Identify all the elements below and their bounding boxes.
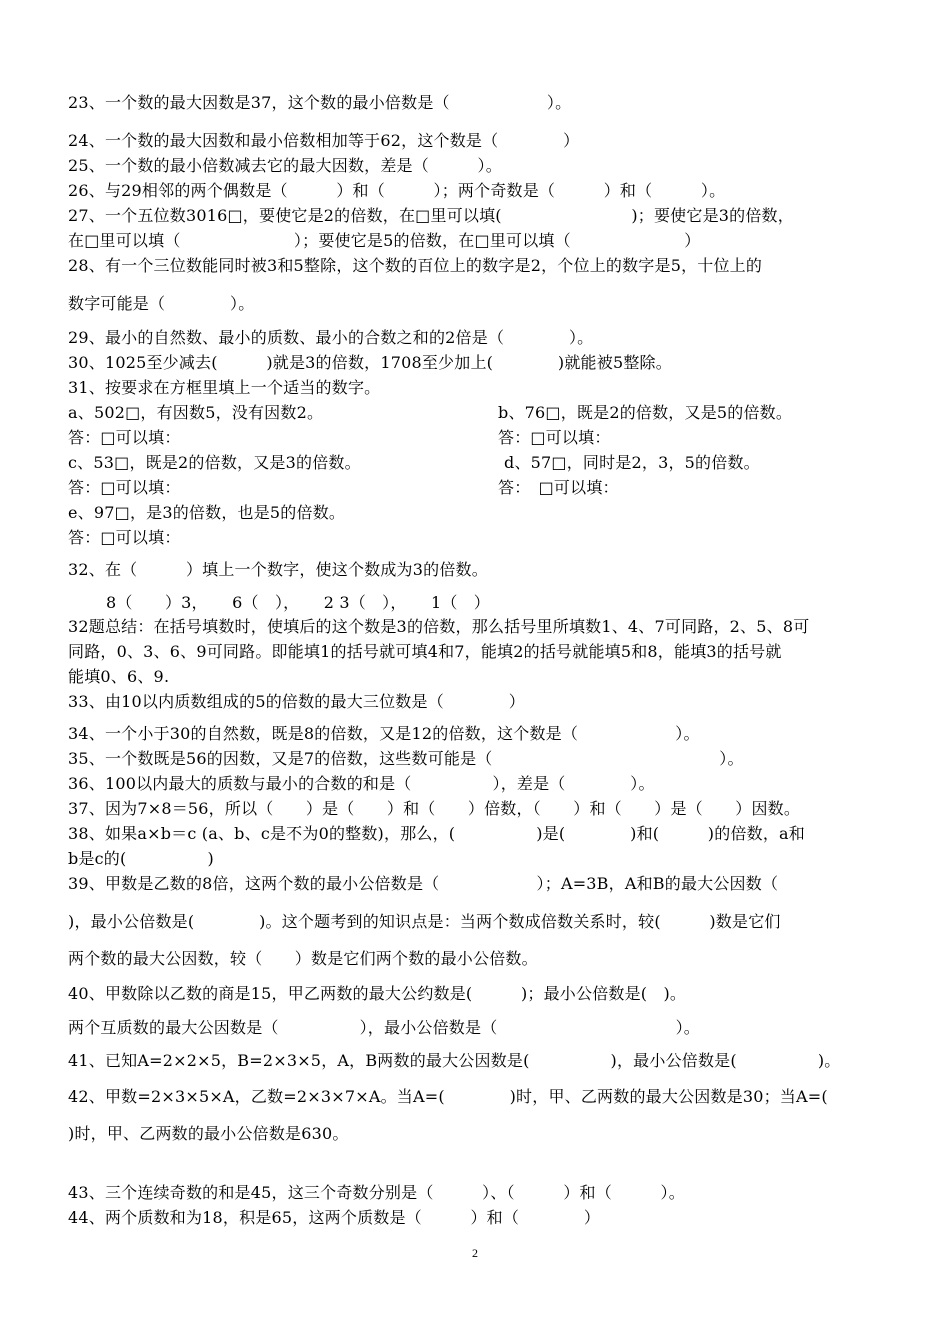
question-41: 41、已知A=2×2×5，B=2×3×5，A，B两数的最大公因数是( )，最小公倍数是( )。 <box>68 1051 841 1070</box>
question-25: 25、一个数的最小倍数减去它的最大因数，差是（ ）。 <box>68 156 502 175</box>
question-39-line1: 39、甲数是乙数的8倍，这两个数的最小公倍数是（ ）；A=3B，A和B的最大公因数（ <box>68 874 779 893</box>
question-32-items: 8（ ）3， 6（ ）， 2 3（ ）， 1（ ） <box>106 593 490 612</box>
summary-32-line2: 同路，0、3、6、9可同路。即能填1的括号就可填4和7，能填2的括号就能填5和8，能填3的括号就 <box>68 642 782 661</box>
page-number: 2 <box>472 1246 478 1260</box>
question-23: 23、一个数的最大因数是37，这个数的最小倍数是（ ）。 <box>68 93 572 112</box>
question-37: 37、因为7×8＝56，所以（ ）是（ ）和（ ）倍数，（ ）和（ ）是（ ）因数。 <box>68 799 801 818</box>
question-42-line2: )时，甲、乙两数的最小公倍数是630。 <box>68 1124 349 1143</box>
answer-31d: 答： □可以填： <box>498 478 619 497</box>
question-40-line1: 40、甲数除以乙数的商是15，甲乙两数的最大公约数是( )；最小公倍数是( )。 <box>68 984 687 1003</box>
question-24: 24、一个数的最大因数和最小倍数相加等于62，这个数是（ ） <box>68 131 580 150</box>
question-32: 32、在（ ）填上一个数字，使这个数成为3的倍数。 <box>68 560 488 579</box>
question-27-line1: 27、一个五位数3016□，要使它是2的倍数，在□里可以填( )；要使它是3的倍数， <box>68 206 794 225</box>
answer-31c: 答：□可以填： <box>68 478 181 497</box>
question-30: 30、1025至少减去( )就是3的倍数，1708至少加上( )就能被5整除。 <box>68 353 672 372</box>
question-42-line1: 42、甲数=2×3×5×A，乙数=2×3×7×A。当A=( )时，甲、乙两数的最大公因数是30；当A=( <box>68 1087 828 1106</box>
question-31e: e、97□，是3的倍数，也是5的倍数。 <box>68 503 346 522</box>
answer-31b: 答：□可以填： <box>498 428 611 447</box>
question-39-line3: 两个数的最大公因数，较（ ）数是它们两个数的最小公倍数。 <box>68 949 538 968</box>
question-29: 29、最小的自然数、最小的质数、最小的合数之和的2倍是（ ）。 <box>68 328 594 347</box>
question-44: 44、两个质数和为18，积是65，这两个质数是（ ）和（ ） <box>68 1208 601 1227</box>
question-38-line2: b是c的( ) <box>68 849 214 868</box>
question-28-line2: 数字可能是（ ）。 <box>68 294 255 313</box>
question-38-line1: 38、如果a×b＝c (a、b、c是不为0的整数)，那么，( )是( )和( )的倍数，a和 <box>68 824 805 843</box>
answer-31e: 答：□可以填： <box>68 528 181 547</box>
question-31b: b、76□，既是2的倍数，又是5的倍数。 <box>498 403 793 422</box>
question-33: 33、由10以内质数组成的5的倍数的最大三位数是（ ） <box>68 692 525 711</box>
question-43: 43、三个连续奇数的和是45，这三个奇数分别是（ ）、（ ）和（ ）。 <box>68 1183 685 1202</box>
answer-31a: 答：□可以填： <box>68 428 181 447</box>
summary-32-line1: 32题总结：在括号填数时，使填后的这个数是3的倍数，那么括号里所填数1、4、7可同路，2、5、8可 <box>68 617 810 636</box>
question-31d: d、57□，同时是2，3，5的倍数。 <box>504 453 760 472</box>
question-31c: c、53□，既是2的倍数，又是3的倍数。 <box>68 453 361 472</box>
question-31: 31、按要求在方框里填上一个适当的数字。 <box>68 378 381 397</box>
question-36: 36、100以内最大的质数与最小的合数的和是（ ），差是（ ）。 <box>68 774 655 793</box>
question-40-line2: 两个互质数的最大公因数是（ ），最小公倍数是（ ）。 <box>68 1018 701 1037</box>
question-31a: a、502□，有因数5，没有因数2。 <box>68 403 324 422</box>
summary-32-line3: 能填0、6、9. <box>68 667 170 686</box>
question-35: 35、一个数既是56的因数，又是7的倍数，这些数可能是（ ）。 <box>68 749 744 768</box>
question-27-line2: 在□里可以填（ ）；要使它是5的倍数，在□里可以填（ ） <box>68 231 701 250</box>
question-39-line2: )，最小公倍数是( )。这个题考到的知识点是：当两个数成倍数关系时，较( )数是它们 <box>68 912 781 931</box>
question-34: 34、一个小于30的自然数，既是8的倍数，又是12的倍数，这个数是（ ）。 <box>68 724 700 743</box>
question-28-line1: 28、有一个三位数能同时被3和5整除，这个数的百位上的数字是2，个位上的数字是5，十位上的 <box>68 256 763 275</box>
question-26: 26、与29相邻的两个偶数是（ ）和（ ）；两个奇数是（ ）和（ ）。 <box>68 181 726 200</box>
